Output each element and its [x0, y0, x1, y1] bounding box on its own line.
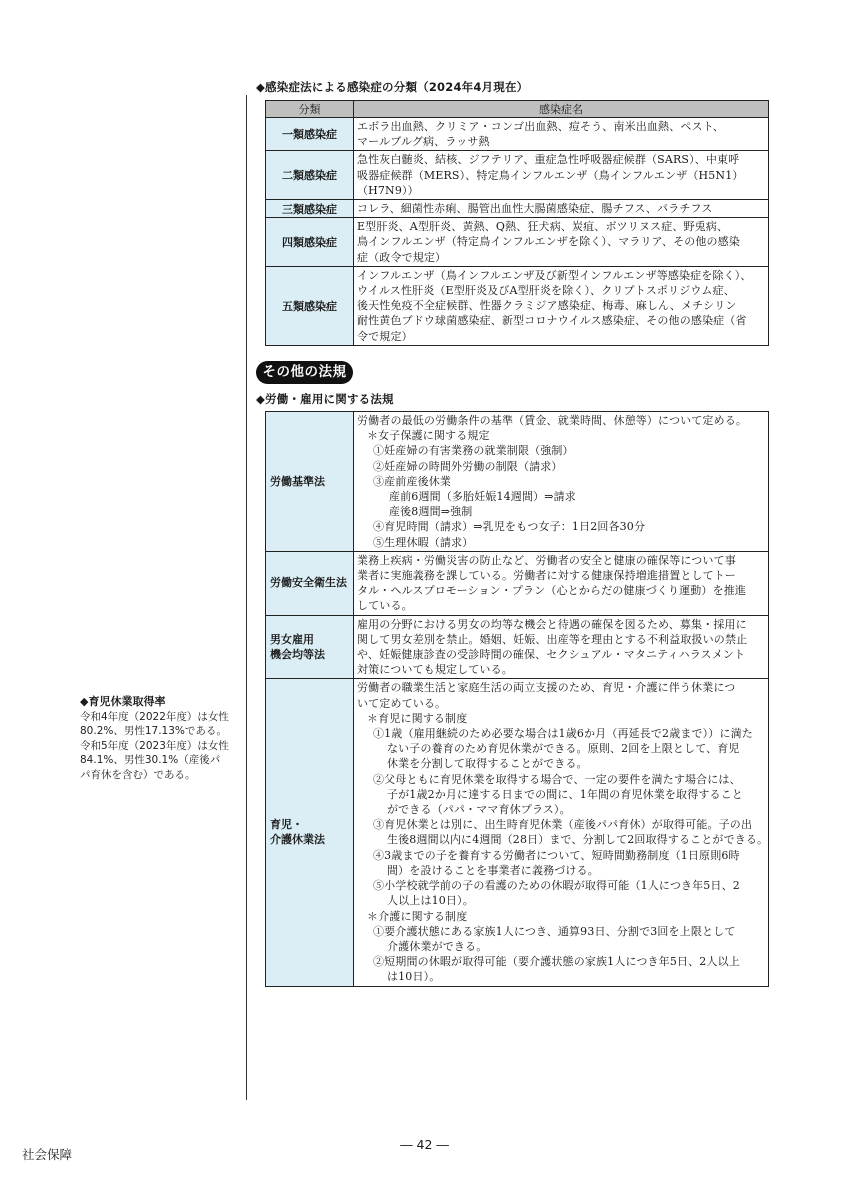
text-line: 産後8週間⇒強制	[389, 505, 473, 519]
law-name-cell	[266, 615, 354, 679]
text-line: ②父母ともに育児休業を取得する場合で、一定の要件を満たす場合には、	[373, 772, 741, 786]
text-line: ②妊産婦の時間外労働の制限（請求）	[373, 459, 563, 473]
text-line: タル・ヘルスプロモーション・プラン（心とからだの健康づくり運動）を推進	[357, 584, 747, 598]
text-line: ＊育児に関する制度	[367, 711, 468, 725]
text-line: ＊女子保護に関する規定	[367, 429, 490, 443]
table-row	[266, 266, 769, 345]
table-row	[266, 218, 769, 267]
sidebar-note	[80, 695, 245, 782]
table-row	[266, 679, 769, 986]
law-name-cell	[266, 412, 354, 552]
text-line: 業務上疾病・労働災害の防止など、労働者の安全と健康の確保等について事	[357, 553, 736, 567]
text-line: 間）を設けることを事業者に義務づける。	[387, 863, 599, 877]
sidebar-line: 84.1%、男性30.1%（産後パ	[80, 754, 221, 766]
text-line: ③育児休業とは別に、出生時育児休業（産後パパ育休）が取得可能。子の出	[373, 818, 753, 832]
disease-list-cell	[354, 218, 769, 267]
text-line: 介護休業ができる。	[387, 939, 488, 953]
law-name-line: 労働基準法	[270, 474, 325, 488]
text-line: ない子の養育のため育児休業ができる。原則、2回を上限として、育児	[387, 742, 740, 756]
text-line: 後天性免疫不全症候群、性器クラミジア感染症、梅毒、麻しん、メチシリン	[357, 299, 737, 313]
disease-list-cell	[354, 118, 769, 151]
law-description-cell	[354, 615, 769, 679]
text-line: ⑤小学校就学前の子の看護のための休暇が取得可能（1人につき年5日、2	[373, 879, 740, 893]
category-cell: 一類感染症	[266, 118, 354, 151]
sidebar-line: 令和5年度（2023年度）は女性	[80, 739, 229, 752]
text-line: や、妊娠健康診査の受診時間の確保、セクシュアル・マタニティハラスメント	[357, 648, 746, 662]
text-line: は10日）。	[387, 970, 441, 984]
text-line: 労働者の最低の労働条件の基準（賃金、就業時間、休憩等）について定める。	[357, 414, 748, 427]
text-line: 生後8週間以内に4週間（28日）まで、分割して2回取得することができる。	[387, 833, 769, 847]
labor-laws-table	[265, 411, 769, 987]
table-header-row	[266, 101, 769, 118]
table-row	[266, 118, 769, 151]
table-row	[266, 615, 769, 679]
text-line: ①要介護状態にある家族1人につき、通算93日、分割で3回を上限として	[373, 924, 736, 938]
text-line: E型肝炎、A型肝炎、黄熱、Q熱、狂犬病、炭疽、ボツリヌス症、野兎病、	[357, 220, 729, 234]
text-line: 人以上は10日）。	[387, 894, 474, 908]
text-line: している。	[357, 599, 413, 613]
law-description-cell	[354, 412, 769, 552]
disease-list-cell	[354, 266, 769, 345]
text-line: ①1歳（雇用継続のため必要な場合は1歳6か月（再延長で2歳まで））に満た	[373, 727, 753, 741]
table-row	[266, 551, 769, 615]
law-name-line: 機会均等法	[270, 648, 325, 662]
text-line: ⑤生理休暇（請求）	[373, 535, 474, 549]
law-name-cell	[266, 551, 354, 615]
table-row	[266, 151, 769, 200]
header-disease-names: 感染症名	[354, 101, 769, 118]
disease-list-cell	[354, 200, 769, 218]
text-line: ③産前産後休業	[373, 474, 452, 488]
text-line: 症（政令で規定）	[357, 250, 447, 264]
law-name-line: 労働安全衛生法	[270, 576, 347, 590]
text-line: 子が1歳2か月に達する日までの間に、1年間の育児休業を取得すること	[387, 787, 743, 801]
text-line: 鳥インフルエンザ（特定鳥インフルエンザを除く）、マラリア、その他の感染	[357, 235, 740, 249]
other-laws-badge: その他の法規	[256, 361, 353, 384]
category-cell: 五類感染症	[266, 266, 354, 345]
text-line: ①妊産婦の有害業務の就業制限（強制）	[373, 444, 574, 458]
text-line: （H7N9））	[357, 183, 419, 197]
text-line: 労働者の職業生活と家庭生活の両立支援のため、育児・介護に伴う休業につ	[357, 681, 736, 695]
text-line: ができる（パパ・ママ育休プラス）。	[387, 803, 571, 817]
sidebar-line: パ育休を含む）である。	[80, 768, 196, 781]
text-line: 関して男女差別を禁止。婚姻、妊娠、出産等を理由とする不利益取扱いの禁止	[357, 632, 748, 646]
footer-section-label: 社会保障	[22, 1147, 73, 1162]
text-line: インフルエンザ（鳥インフルエンザ及び新型インフルエンザ等感染症を除く）、	[357, 268, 752, 282]
text-line: 対策についても規定している。	[357, 663, 513, 677]
text-line: 耐性黄色ブドウ球菌感染症、新型コロナウイルス感染症、その他の感染症（省	[357, 314, 747, 328]
text-line: コレラ、細菌性赤痢、腸管出血性大腸菌感染症、腸チフス、パラチフス	[357, 202, 713, 216]
text-line: 急性灰白髄炎、結核、ジフテリア、重症急性呼吸器症候群（SARS）、中東呼	[357, 153, 740, 167]
text-line: マールブルグ病、ラッサ熱	[357, 135, 490, 149]
sidebar-title: ◆育児休業取得率	[80, 695, 166, 708]
section-title-labor-laws: ◆労働・雇用に関する法規	[256, 392, 394, 406]
table-row	[266, 412, 769, 552]
law-description-cell	[354, 679, 769, 986]
law-name-line: 育児・	[270, 817, 303, 831]
text-line: 令で規定）	[357, 329, 413, 343]
table-row	[266, 200, 769, 218]
text-line: エボラ出血熱、クリミア・コンゴ出血熱、痘そう、南米出血熱、ペスト、	[357, 120, 724, 133]
text-line: ＊介護に関する制度	[367, 909, 468, 923]
category-cell: 三類感染症	[266, 200, 354, 218]
text-line: 産前6週間（多胎妊娠14週間）⇒請求	[389, 490, 576, 504]
text-line: ④3歳までの子を養育する労働者について、短時間勤務制度（1日原則6時	[373, 848, 740, 862]
infection-classification-table	[265, 100, 769, 346]
section-title-infection-classification: ◆感染症法による感染症の分類（2024年4月現在）	[256, 80, 529, 94]
text-line: 休業を分割して取得することができる。	[387, 757, 588, 771]
law-name-line: 男女雇用	[270, 632, 314, 646]
text-line: ④育児時間（請求）⇒乳児をもつ女子：1日2回各30分	[373, 520, 646, 534]
sidebar-body	[80, 710, 245, 783]
category-cell: 二類感染症	[266, 151, 354, 200]
header-category: 分類	[266, 101, 354, 118]
law-description-cell	[354, 551, 769, 615]
text-line: 雇用の分野における男女の均等な機会と待遇の確保を図るため、募集・採用に	[357, 617, 747, 631]
law-name-cell	[266, 679, 354, 986]
disease-list-cell	[354, 151, 769, 200]
text-line: いて定めている。	[357, 696, 447, 710]
law-name-line: 介護休業法	[270, 833, 325, 847]
text-line: 吸器症候群（MERS）、特定鳥インフルエンザ（鳥インフルエンザ（H5N1）	[357, 168, 744, 182]
text-line: ②短期間の休暇が取得可能（要介護状態の家族1人につき年5日、2人以上	[373, 955, 740, 969]
text-line: 業者に実施義務を課している。労働者に対する健康保持増進措置としてトー	[357, 569, 736, 583]
page-number: ― 42 ―	[400, 1137, 449, 1152]
sidebar-line: 80.2%、男性17.13%である。	[80, 725, 227, 737]
category-cell: 四類感染症	[266, 218, 354, 267]
text-line: ウイルス性肝炎（E型肝炎及びA型肝炎を除く）、クリプトスポリジウム症、	[357, 284, 735, 298]
margin-rule	[246, 95, 247, 1100]
sidebar-line: 令和4年度（2022年度）は女性	[80, 710, 229, 723]
